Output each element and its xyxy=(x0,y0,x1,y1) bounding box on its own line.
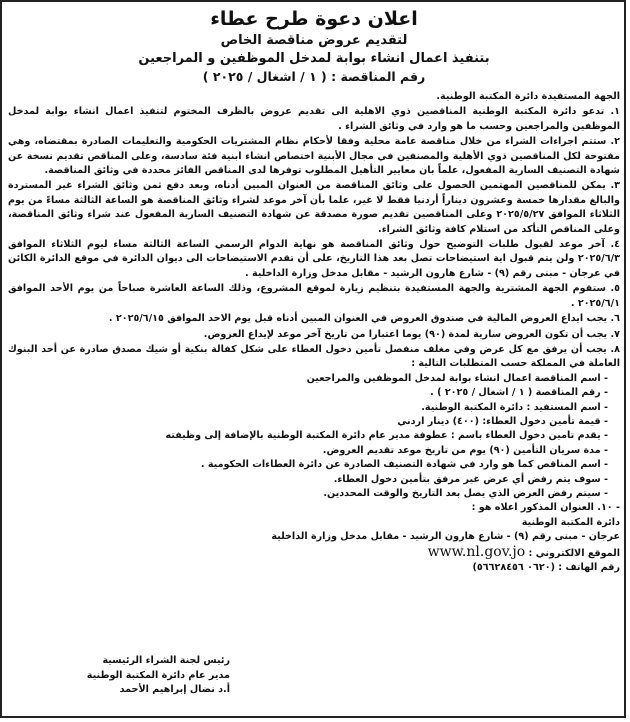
project-title: بتنفيذ اعمال انشاء بوابة لمدخل الموظفين و المراجعين xyxy=(138,51,490,66)
signature-name: أ.د نضال إبراهيم الأحمد xyxy=(119,684,230,695)
website-label: الموقع الالكتروني : xyxy=(528,547,620,559)
clause-6: ٦. يجب ايداع العروض المالية في صندوق العروض في العنوان المبين أدناه قبل يوم الاحد الموافق ٢٠٢٥/٦/١٥ . xyxy=(108,313,620,325)
tender-notice xyxy=(8,6,620,575)
clause-3: ٣. يمكن للمناقصين المهتمين الحصول على وثائق المناقصة من العنوان المبين أدناه، وبعد دفع ثمن وثائق الشراء غير المستردة والبالغ مقدارها خمسة وعشرون ديناراً أردنيا فقط لا غير، علما بأن آخر موعد لشراء وثائق المناقصة هو الساعة الثالثة مساءً من يوم الثلاثاء الموافق ٢٠٢٥/٥/٢٧ وعلى المناقصين تقديم صورة مصدقة عن شهادة التصنيف السارية المفعول عند شراء وثائق المناقصة، وعلى المناقص التأكد من استلام كافة وثائق الشراء. xyxy=(8,180,620,235)
clause-7: ٧. يجب أن تكون العروض سارية لمدة (٩٠) يوما اعتبارا من تاريخ آخر موعد لإيداع العروض. xyxy=(203,328,620,340)
signature-committee: رئيس لجنة الشراء الرئيسية xyxy=(102,655,230,666)
address-org: دائرة المكتبة الوطنية xyxy=(521,516,620,528)
signature-position: مدير عام دائرة المكتبة الوطنية xyxy=(86,669,230,681)
website-link[interactable]: www.nl.gov.jo xyxy=(427,543,526,560)
requirement-item: - اسم المناقص كما هو وارد في شهادة التصنيف الصادرة عن دائرة العطاءات الحكومية . xyxy=(200,459,608,471)
phone-line: رقم الهاتف : (٠٦٢٠ ٥٦٦٢٨٤٥٦) xyxy=(472,562,620,573)
address-location: عرجان - مبنى رقم (٩) - شارع هارون الرشيد - مقابل مدخل وزارة الداخلية xyxy=(271,531,620,543)
clause-8: ٨. يجب أن يرفق مع كل عرض وفي مغلف منفصل تأمين دخول العطاء على شكل كفالة بنكية أو شيك مصدق صادرة عن أحد البنوك العاملة في المملكة حسب المتطلبات التالية : xyxy=(8,343,620,370)
notice-subtitle: لتقديم عروض مناقصة الخاص xyxy=(220,33,408,48)
requirement-item: - مدة سريان التأمين (٩٠) يوم من تاريخ موعد تقديم العروض. xyxy=(322,444,608,456)
requirements-list xyxy=(8,372,620,502)
notice-title: اعلان دعوة طرح عطاء xyxy=(210,8,418,30)
clause-5: ٥. ستقوم الجهة المشترية والجهة المستفيدة بتنظيم زيارة لموقع المشروع، وذلك الساعة العاشرة صباحاً من يوم الأحد الموافق ٢٠٢٥/٦/١ . xyxy=(8,283,620,309)
requirement-item: - يقدم تامين دخول العطاء باسم : عطوفة مدير عام دائرة المكتبة الوطنية بالإضافة إلى وظيفته xyxy=(165,430,608,442)
requirement-item: - سيتم رفض العرض الذي يصل بعد التاريخ والوقت المحددين. xyxy=(323,487,608,499)
clause-1: ١. تدعو دائرة المكتبة الوطنية المناقصين ذوي الاهلية الى تقديم عروض بالظرف المختوم لتنفيذ اعمال انشاء بوابة لمدخل الموظفين والمراجعين وحسب ما هو وارد في وثائق الشراء . xyxy=(8,106,620,132)
clause-2: ٢. ستتم اجراءات الشراء من خلال مناقصة عامة محلية وفقا لأحكام نظام المشتريات الحكومية والتعليمات الصادرة بمقتضاه، وهي مفتوحة لكل المناقصين ذوي الأهلية والمصنفين في مجال الأبنية اختصاص انشاء ابنية فئة سادسة، وعلى المناقص تقديم نسخة عن شهادة التصنيف السارية المفعول، علماً بان معايير التأهيل المطلوب توفرها لدى المناقص الفائز محددة في وثائق المناقصة. xyxy=(8,136,620,177)
requirement-item: - قيمة تأمين دخول العطاء: (٤٠٠) دينار اردني xyxy=(397,415,608,427)
requirement-item: - رقم المناقصة ( ١ / اشغال / ٢٠٢٥ ) . xyxy=(430,387,608,399)
clause-10: - ١٠. العنوان المذكور اعلاه هو : xyxy=(471,502,620,514)
website-line xyxy=(8,545,620,561)
requirement-item: - اسم المستفيد : دائرة المكتبة الوطنية. xyxy=(421,401,608,413)
signature-block xyxy=(10,654,230,698)
beneficiary-line: الجهة المستفيدة دائرة المكتبة الوطنية. xyxy=(436,91,620,102)
requirement-item: - اسم المناقصة اعمال انشاء بوابة لمدخل الموظفين والمراجعين xyxy=(306,372,608,384)
tender-number: رقم المناقصة : ( ١ / اشغال / ٢٠٢٥ ) xyxy=(202,69,426,84)
clause-4: ٤. آخر موعد لقبول طلبات التوضيح حول وثائق المناقصة هو نهاية الدوام الرسمي الساعة الثالثة مساء ليوم الثلاثاء الموافق ٢٠٢٥/٦/٣ ولن يتم قبول اية استيضاحات تصل بعد هذا التاريخ، على أن تقدم الاستيضاحات الى ديوان الدائرة في موقع الدائرة الكائن في عرجان - مبنى رقم (٩) - شارع هارون الرشيد - مقابل مدخل وزارة الداخلية . xyxy=(8,239,620,279)
requirement-item: - سوف يتم رفض أي عرض غير مرفق بتأمين دخول العطاء. xyxy=(333,473,608,485)
